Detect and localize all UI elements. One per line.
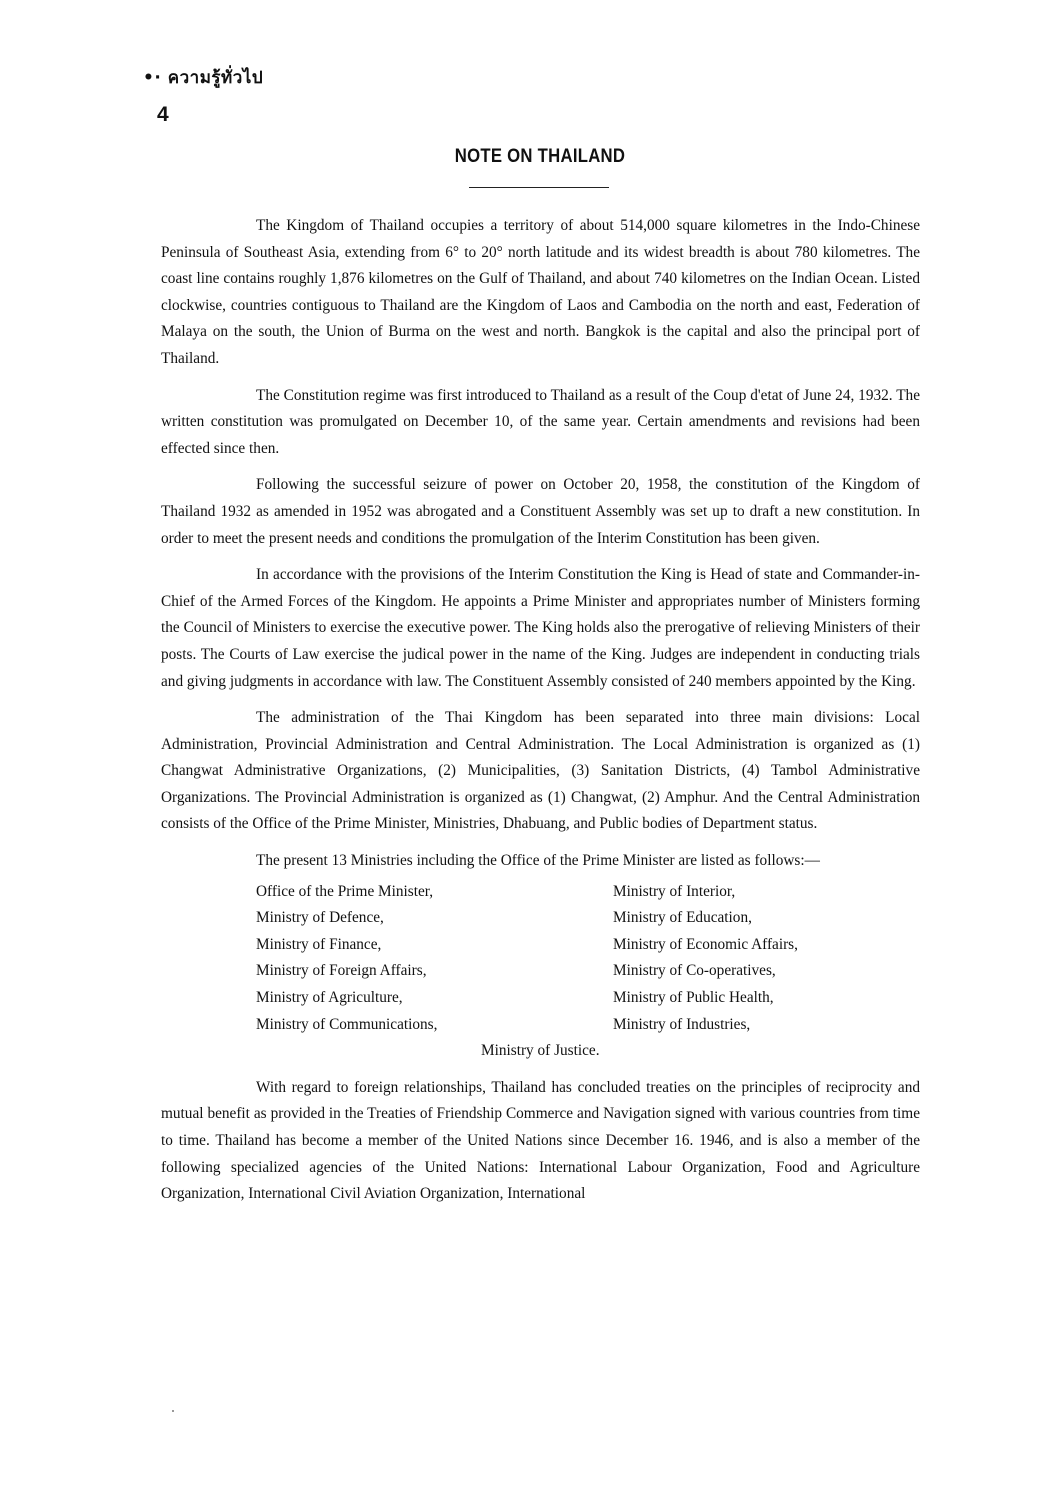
page-number: 4 [157, 103, 169, 126]
document-title: NOTE ON THAILAND [454, 146, 626, 167]
scan-speck [172, 1410, 174, 1412]
list-item: Office of the Prime Minister, [256, 882, 434, 900]
list-item: Ministry of Foreign Affairs, [256, 962, 427, 980]
body-text [161, 213, 920, 1218]
paragraph-king-powers: In accordance with the provisions of the Interim Constitution the King is Head of state and Commander-in-Chief of the Armed Forces of the Kingdom. He appoints a Prime Minister and appropriates number of Ministers forming the Council of Ministers to exercise the executive power. The King holds also the prerogative of relieving Ministers of their posts. The Courts of Law exercise the judical power in the name of the King. Judges are independent in conducting trials and giving judgments in accordance with law. The Constituent Assembly consisted of 240 members appointed by the King. [161, 566, 920, 690]
list-item: Ministry of Defence, [256, 909, 384, 927]
list-item: Ministry of Finance, [256, 935, 382, 953]
list-item: Ministry of Communications, [256, 1015, 438, 1033]
list-item: Ministry of Agriculture, [256, 989, 403, 1007]
list-item: Ministry of Co-operatives, [613, 962, 776, 980]
running-header: •· ความรู้ทั่วไป [143, 68, 264, 88]
list-item: Ministry of Industries, [613, 1015, 751, 1033]
list-item: Ministry of Public Health, [613, 989, 774, 1007]
paragraph-administration: The administration of the Thai Kingdom has been separated into three main divisions: Local Administration, Provincial Administration and Central Administration. The Local Administration is organized as (1) Changwat Administrative Organizations, (2) Municipalities, (3) Sanitation Districts, (4) Tambol Administrative Organizations. The Provincial Administration is organized as (1) Changwat, (2) Amphur. And the Central Administration consists of the Office of the Prime Minister, Ministries, Dhabuang, and Public bodies of Department status. [161, 709, 920, 833]
paragraph-foreign-relations: With regard to foreign relationships, Thailand has concluded treaties on the principles of reciprocity and mutual benefit as provided in the Treaties of Friendship Commerce and Navigation signed with various countries from time to time. Thailand has become a member of the United Nations since December 16. 1946, and is also a member of the following specialized agencies of the United Nations: International Labour Organization, Food and Agriculture Organization, International Civil Aviation Organization, International [161, 1078, 920, 1203]
paragraph-geography: The Kingdom of Thailand occupies a territory of about 514,000 square kilometres in the Indo-Chinese Peninsula of Southeast Asia, extending from 6° to 20° north latitude and its widest breadth is about 780 kilometres. The coast line contains roughly 1,876 kilometres on the Gulf of Thailand, and about 740 kilometres on the Indian Ocean. Listed clockwise, countries contiguous to Thailand are the Kingdom of Laos and Cambodia on the north and east, Federation of Malaya on the south, the Union of Burma on the west and north. Bangkok is the capital and also the principal port of Thailand. [161, 217, 920, 367]
title-underline-divider [469, 187, 609, 188]
ministry-list-last-item: Ministry of Justice. [481, 1042, 600, 1060]
paragraph-ministries-intro: The present 13 Ministries including the Office of the Prime Minister are listed as follows:— [256, 852, 820, 870]
list-item: Ministry of Economic Affairs, [613, 935, 798, 953]
list-item: Ministry of Education, [613, 909, 752, 927]
paragraph-constitution: The Constitution regime was first introduced to Thailand as a result of the Coup d'etat of June 24, 1932. The written constitution was promulgated on December 10, of the same year. Certain amendments and revisions had been effected since then. [161, 386, 920, 457]
ministry-list [256, 879, 920, 1039]
paragraph-interim-constitution: Following the successful seizure of power on October 20, 1958, the constitution of the Kingdom of Thailand 1932 as amended in 1952 was abrogated and a Constituent Assembly was set up to draft a new constitution. In order to meet the present needs and conditions the promulgation of the Interim Constitution has been given. [161, 476, 920, 547]
list-item: Ministry of Interior, [613, 882, 736, 900]
